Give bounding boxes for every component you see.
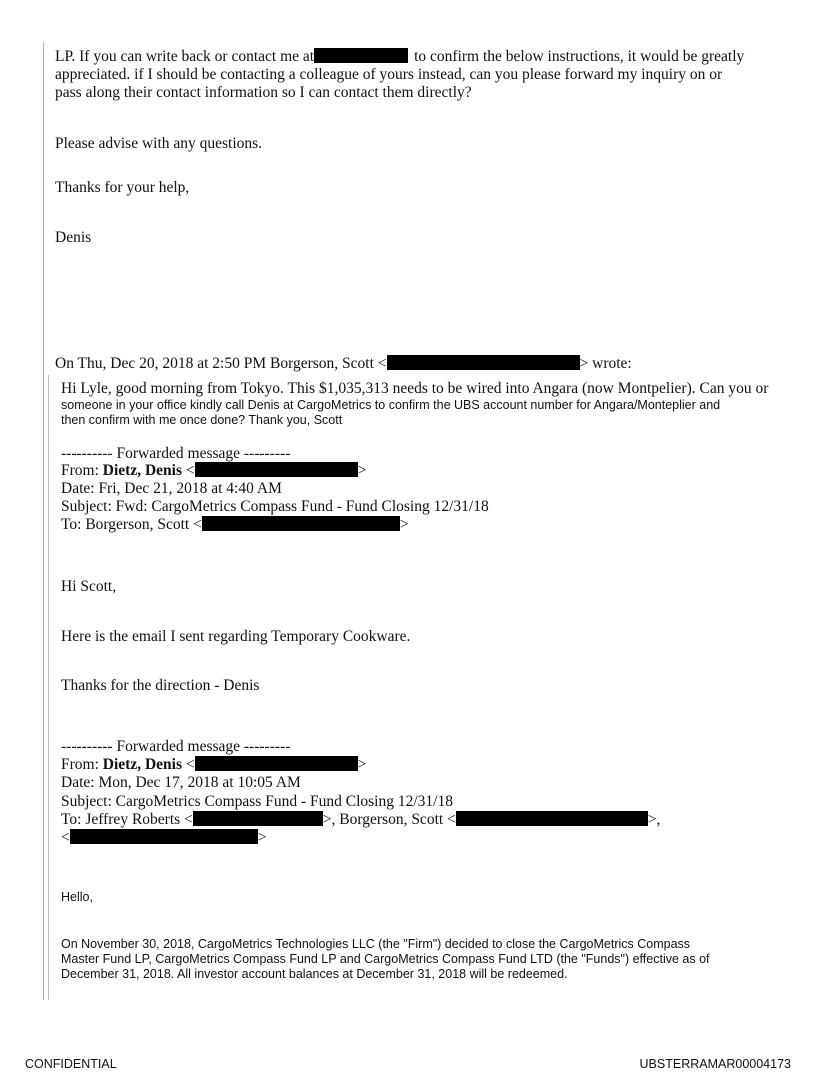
forward-1-to-close: >: [399, 516, 409, 533]
body-2-line-1: On November 30, 2018, CargoMetrics Technologies LLC (the "Firm") decided to close the CargoMetrics Compass: [61, 937, 691, 951]
forward-1-date: Date: Fri, Dec 21, 2018 at 4:40 AM: [61, 480, 282, 497]
body-1-thanks: Thanks for the direction - Denis: [61, 677, 260, 694]
forward-2-to-pre: To: Jeffrey Roberts <: [61, 811, 193, 828]
redacted-cc-email: [70, 829, 258, 844]
intro-line-1: [55, 48, 744, 65]
body-1-line: Here is the email I sent regarding Temporary Cookware.: [61, 628, 411, 645]
forward-1-subject: Subject: Fwd: CargoMetrics Compass Fund - Fund Closing 12/31/18: [61, 498, 489, 515]
forward-1-from-name: Dietz, Denis: [102, 462, 182, 479]
redacted-scott-email: [387, 355, 580, 370]
forward-2-to-mid: >, Borgerson, Scott <: [322, 811, 456, 828]
forward-2-from-open: <: [181, 756, 195, 773]
forward-2-to-end: >,: [647, 811, 661, 828]
quote-header-pre: On Thu, Dec 20, 2018 at 2:50 PM Borgerson, Scott <: [55, 355, 387, 372]
forward-2-separator: ---------- Forwarded message ---------: [61, 738, 291, 755]
forward-2-subject: Subject: CargoMetrics Compass Fund - Fund Closing 12/31/18: [61, 793, 453, 810]
forward-2-from-close: >: [357, 756, 367, 773]
quote-bar-inner: [48, 375, 49, 1000]
scott-note-line-2: someone in your office kindly call Denis at CargoMetrics to confirm the UBS account number for Angara/Monteplier and: [61, 398, 721, 412]
redacted-contact: [314, 48, 408, 63]
footer-bates-number: UBSTERRAMAR00004173: [639, 1057, 791, 1071]
signature-denis: Denis: [55, 229, 92, 246]
redacted-denis-email-2: [195, 756, 358, 771]
redacted-scott-email-3: [456, 811, 648, 826]
forward-2-to: [61, 811, 660, 828]
forward-2-from-label: From:: [61, 756, 103, 773]
body-2-line-2: Master Fund LP, CargoMetrics Compass Fund LP and CargoMetrics Compass Fund LTD (the "Funds") effective as of: [61, 952, 710, 966]
quote-header-post: > wrote:: [579, 355, 632, 372]
thanks-line: Thanks for your help,: [55, 179, 190, 196]
forward-1-to-pre: To: Borgerson, Scott <: [61, 516, 202, 533]
forward-2-from: [61, 756, 366, 773]
forward-2-from-name: Dietz, Denis: [102, 756, 182, 773]
forward-1-from-close: >: [357, 462, 367, 479]
scott-note-text-1: Hi Lyle, good morning from Tokyo. This $1,035,313 needs to be wired into Angara (now Montpelier). Can you or: [61, 380, 769, 397]
intro-line-1-post: to confirm the below instructions, it would be greatly: [414, 48, 745, 65]
redacted-scott-email-2: [202, 516, 400, 531]
forward-1-from-label: From:: [61, 462, 103, 479]
forward-2-cc-open: <: [61, 829, 70, 846]
forward-1-from-open: <: [181, 462, 195, 479]
footer-confidential: CONFIDENTIAL: [25, 1057, 117, 1071]
intro-line-2: appreciated. if I should be contacting a colleague of yours instead, can you please forward my inquiry on or: [55, 66, 723, 83]
advise-line: Please advise with any questions.: [55, 135, 263, 152]
forward-1-separator: ---------- Forwarded message ---------: [61, 445, 291, 462]
forward-2-cc: [61, 829, 267, 846]
forward-2-cc-close: >: [257, 829, 267, 846]
body-2-greeting: Hello,: [61, 890, 93, 904]
quote-header: [55, 355, 632, 372]
forward-1-from: [61, 462, 366, 479]
intro-line-3: pass along their contact information so I can contact them directly?: [55, 84, 472, 101]
redacted-denis-email: [195, 462, 358, 477]
body-1-greeting: Hi Scott,: [61, 578, 117, 595]
quote-bar-outer: [43, 42, 44, 1000]
forward-1-to: [61, 516, 409, 533]
scott-note-line-1: [61, 380, 768, 397]
body-2-line-3: December 31, 2018. All investor account balances at December 31, 2018 will be redeemed.: [61, 967, 568, 981]
scott-note-line-3: then confirm with me once done? Thank you, Scott: [61, 413, 343, 427]
forward-2-date: Date: Mon, Dec 17, 2018 at 10:05 AM: [61, 774, 301, 791]
intro-line-1-pre: LP. If you can write back or contact me at: [55, 48, 315, 65]
redacted-roberts-email: [193, 811, 323, 826]
